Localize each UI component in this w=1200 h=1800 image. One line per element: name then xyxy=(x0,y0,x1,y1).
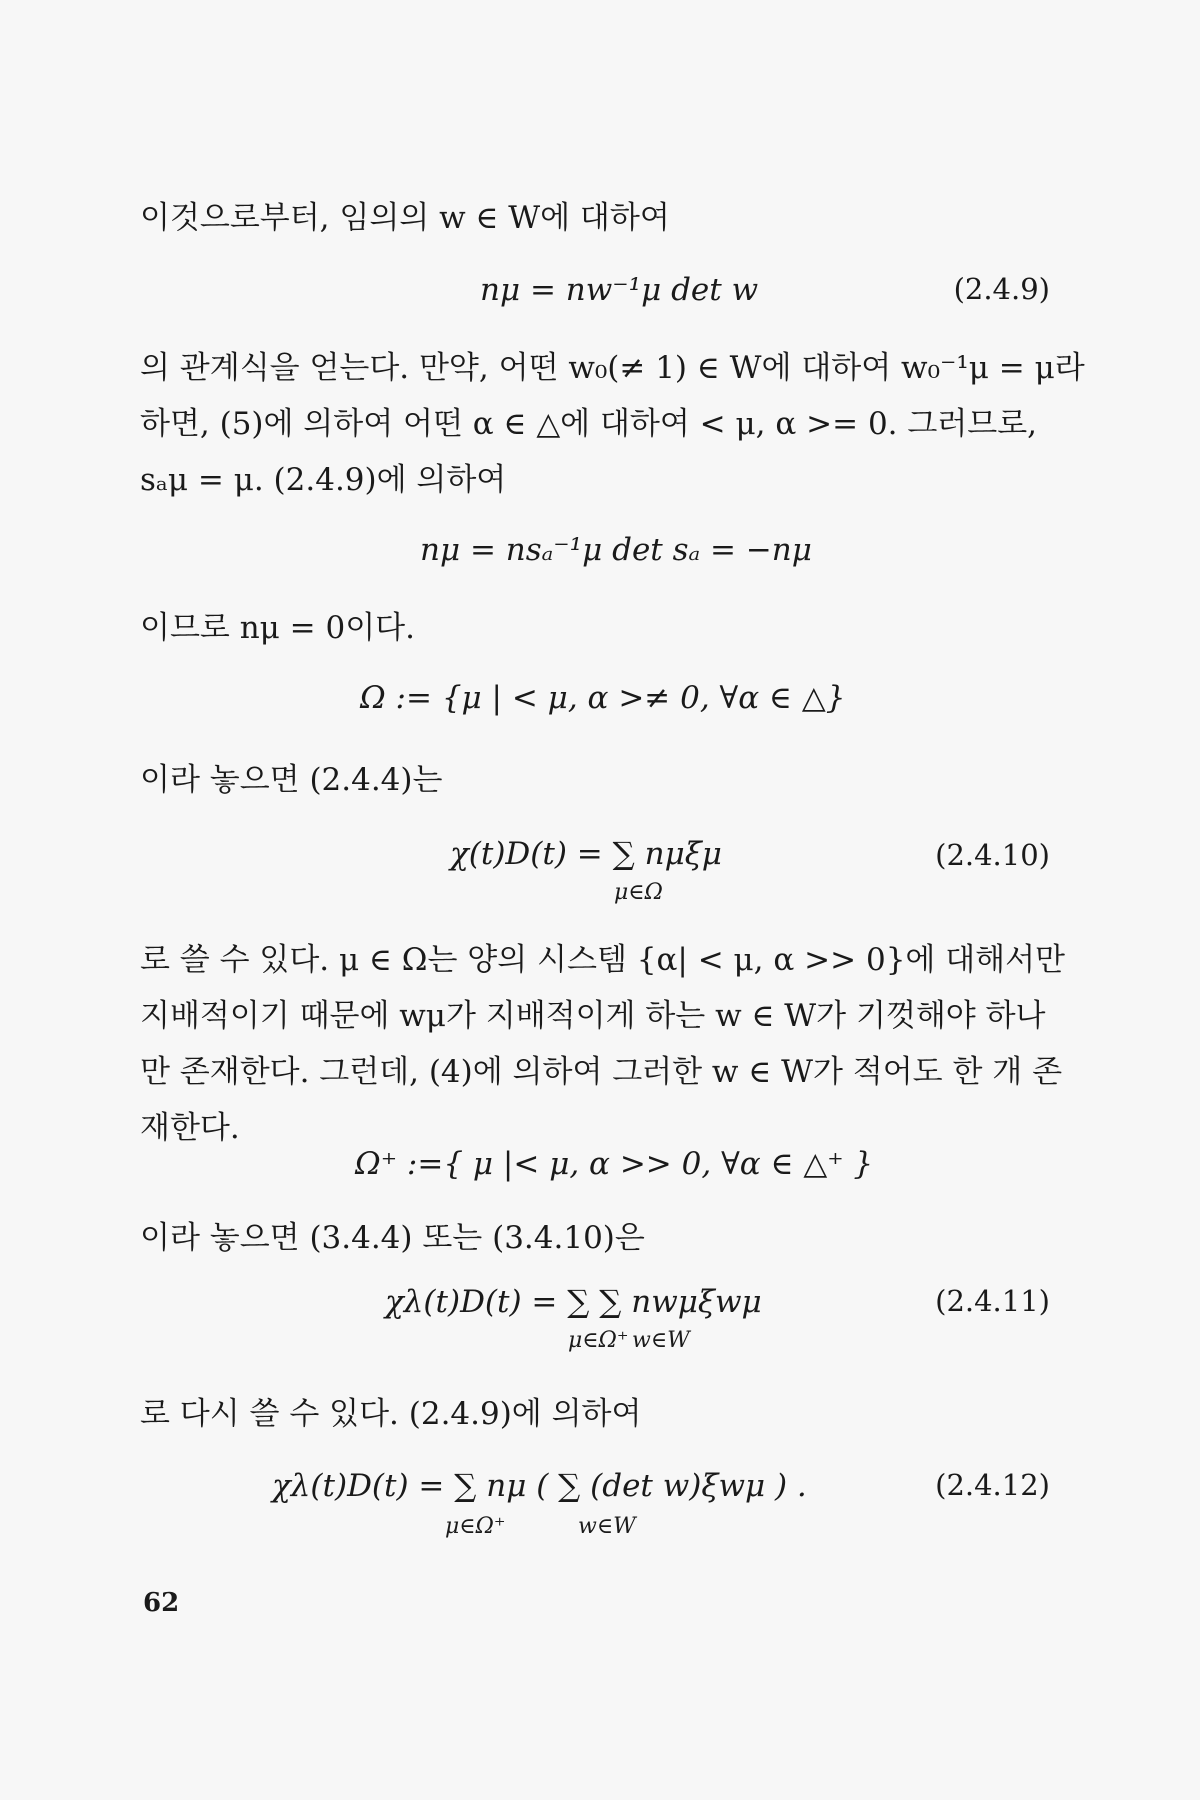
equation-s-alpha: nμ = nsₐ⁻¹μ det sₐ = −nμ xyxy=(420,532,812,568)
paragraph-line: sₐμ = μ. (2.4.9)에 의하여 xyxy=(140,462,507,498)
equation-number: (2.4.10) xyxy=(935,838,1050,872)
paragraph-line: 로 다시 쓸 수 있다. (2.4.9)에 의하여 xyxy=(140,1396,642,1432)
equation-omega-definition: Ω := {μ | < μ, α >≠ 0, ∀α ∈ △} xyxy=(360,680,846,716)
paragraph-line: 지배적이기 때문에 wμ가 지배적이게 하는 w ∈ W가 기껏해야 하나 xyxy=(140,998,1046,1034)
page-number: 62 xyxy=(143,1588,180,1618)
equation-number: (2.4.12) xyxy=(935,1468,1050,1502)
paragraph-line: 재한다. xyxy=(140,1110,240,1146)
paragraph-line: 이므로 nμ = 0이다. xyxy=(140,610,415,646)
equation-omega-plus-definition: Ω⁺ :={ μ |< μ, α >> 0, ∀α ∈ △⁺ } xyxy=(355,1146,874,1182)
equation-number: (2.4.9) xyxy=(953,272,1050,306)
equation-2-4-11: χλ(t)D(t) = ∑ ∑ nwμξwμ xyxy=(385,1284,762,1320)
equation-2-4-9: nμ = nw⁻¹μ det w xyxy=(480,272,759,308)
paragraph-line: 의 관계식을 얻는다. 만약, 어떤 w₀(≠ 1) ∈ W에 대하여 w₀⁻¹μ = μ라 xyxy=(140,350,1085,386)
equation-2-4-10: χ(t)D(t) = ∑ nμξμ xyxy=(450,836,722,872)
paragraph-line: 만 존재한다. 그런데, (4)에 의하여 그러한 w ∈ W가 적어도 한 개 존 xyxy=(140,1054,1063,1090)
sum-subscript: μ∈Ω⁺ xyxy=(445,1514,506,1539)
paragraph-line: 이라 놓으면 (2.4.4)는 xyxy=(140,762,443,798)
sum-subscript: μ∈Ω⁺ xyxy=(568,1328,629,1353)
sum-subscript: w∈W xyxy=(578,1514,636,1539)
paragraph-line: 로 쓸 수 있다. μ ∈ Ω는 양의 시스템 {α| < μ, α >> 0}에 대해서만 xyxy=(140,942,1066,978)
sum-subscript: w∈W xyxy=(632,1328,690,1353)
paragraph-line: 하면, (5)에 의하여 어떤 α ∈ △에 대하여 < μ, α >= 0. 그러므로, xyxy=(140,406,1038,442)
equation-number: (2.4.11) xyxy=(935,1284,1050,1318)
paragraph-line: 이라 놓으면 (3.4.4) 또는 (3.4.10)은 xyxy=(140,1220,645,1256)
paragraph-line: 이것으로부터, 임의의 w ∈ W에 대하여 xyxy=(140,200,670,236)
equation-2-4-12: χλ(t)D(t) = ∑ nμ ( ∑ (det w)ξwμ ) . xyxy=(272,1468,807,1504)
sum-subscript: μ∈Ω xyxy=(614,880,663,905)
